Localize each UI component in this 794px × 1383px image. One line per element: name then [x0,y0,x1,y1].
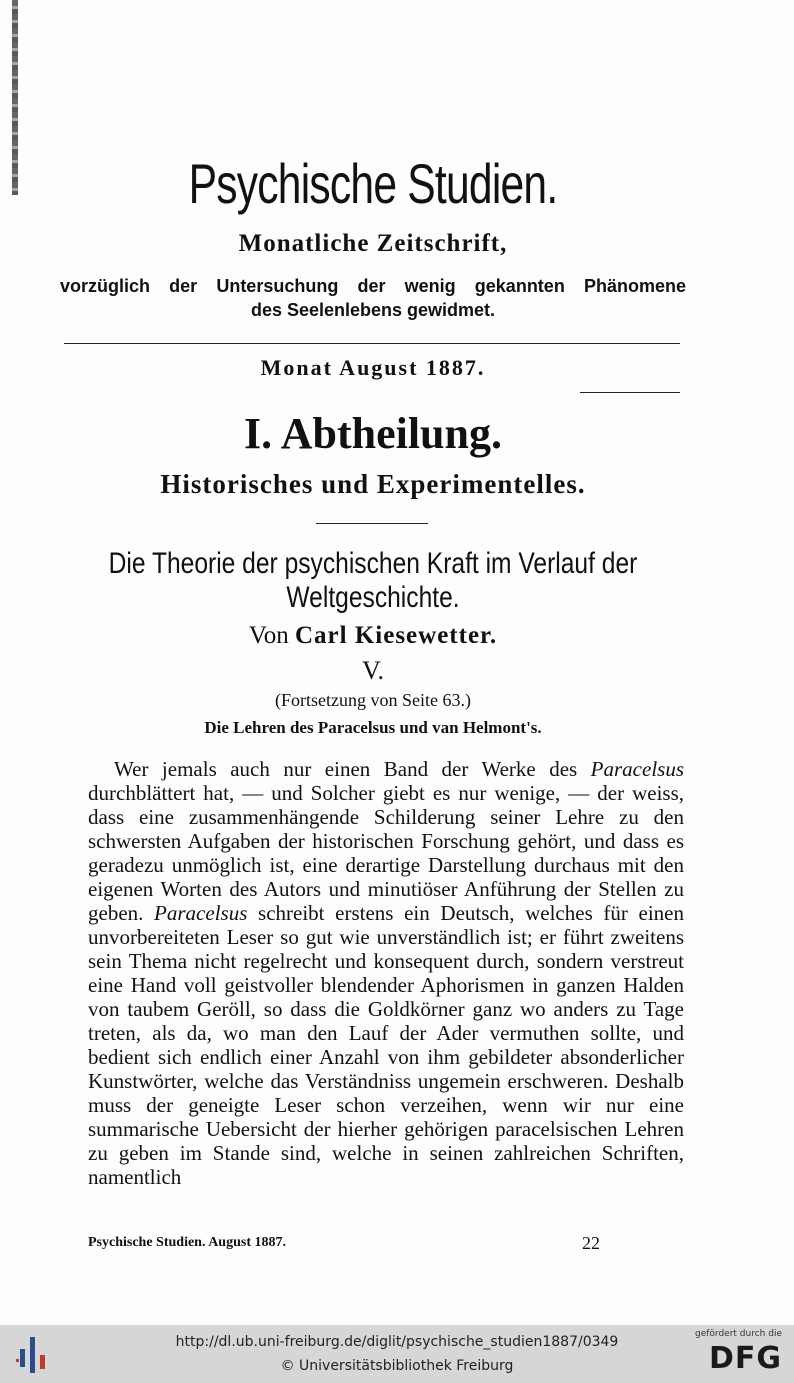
divider-rule [64,343,680,344]
dfg-logo[interactable]: DFG [708,1341,782,1376]
body-text: Wer jemals auch nur einen Band der Werke des [114,757,591,781]
body-text: durchblättert hat, — und Solcher giebt es nur wenige, — der weiss, dass eine zusammenhängende Schilderung seiner Lehre zu den schwersten Aufgaben der historischen Forschung gehört, und dass es geradezu unmöglich ist, eine derartige Darstellung durchaus mit den eigenen Worten des Autors und minutiöser Anführung der Stellen zu geben. [88,781,684,925]
body-paragraph [88,757,684,1189]
viewer-info-bar [0,1325,794,1383]
byline [60,620,686,652]
article-body [88,757,684,1189]
continuation-note: (Fortsetzung von Seite 63.) [275,690,471,710]
part-number: V. [362,656,384,685]
body-text: schreibt erstens ein Deutsch, welches für einen unvorbereiteten Leser so gut wie unverständlich ist; er führt zweitens sein Thema nicht regelrecht und konsequent durch, sondern verstreut eine Hand voll geistvoller blendender Aphorismen in ganzen Halden von taubem Geröll, so dass die Goldkörner ganz wo anders zu Tage treten, als da, wo man den Lauf der Ader vermuthen sollte, und bedient sich endlich einer Anzahl von ihm gebildeter absonderlicher Kunstwörter, welche das Verständniss ungemein erschweren. Deshalb muss der geneigte Leser schon verzeihen, wenn wir nur eine summarische Uebersicht der hierher gehörigen paracelsischen Lehren zu geben im Stande sind, welche in seinen zahlreichen Schriften, namentlich [88,901,684,1189]
journal-purpose-line1: vorzüglich der Untersuchung der wenig gekannten Phänomene [60,276,686,296]
document-url-link[interactable]: http://dl.ub.uni-freiburg.de/diglit/psychische_studien1887/0349 [175,1334,619,1350]
page-number: 22 [582,1233,600,1253]
issue-month: Monat August 1887. [260,355,486,380]
scan-margin-mark [12,0,18,195]
divider-rule [580,392,680,393]
copyright-notice: © Universitätsbibliothek Freiburg [280,1358,514,1374]
journal-subtitle: Monatliche Zeitschrift, [238,230,508,257]
author-name: Carl Kiesewetter. [294,622,498,649]
sponsor-note: gefördert durch die [695,1329,782,1339]
running-footer-title: Psychische Studien. August 1887. [88,1235,286,1250]
section-title: I. Abtheilung. [244,409,502,458]
article-topic: Die Lehren des Paracelsus und van Helmont's. [204,718,542,737]
divider-rule [316,523,428,524]
section-subtitle: Historisches und Experimentelles. [160,469,586,499]
journal-purpose-line2: des Seelenlebens gewidmet. [250,300,496,320]
body-name-italic: Paracelsus [590,757,684,781]
byline-prefix: Von [248,622,289,649]
journal-title: Psychische Studien. [188,152,558,215]
article-title-line2: Weltgeschichte. [286,581,460,614]
body-name-italic: Paracelsus [154,901,248,925]
article-title-line1: Die Theorie der psychischen Kraft im Verlauf der [108,547,638,580]
